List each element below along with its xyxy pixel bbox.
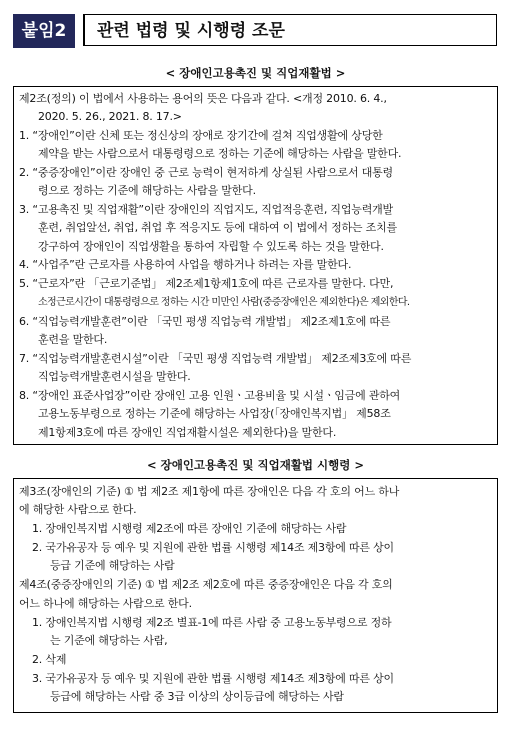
law-line: 훈련을 말한다.: [38, 333, 108, 346]
decree-line: 에 해당한 사람으로 한다.: [19, 503, 137, 516]
decree-line: 등급 기준에 해당하는 사람: [50, 559, 175, 572]
law-line: 1. “장애인”이란 신체 또는 정신상의 장애로 장기간에 걸쳐 직업생활에 상당한: [19, 129, 383, 142]
law-line: 제2조(정의) 이 법에서 사용하는 용어의 뜻은 다음과 같다. <개정 2010. 6. 4.,: [19, 92, 387, 105]
page-title: 관련 법령 및 시행령 조문: [83, 14, 497, 46]
law-line: 4. “사업주”란 근로자를 사용하여 사업을 행하거나 하려는 자를 말한다.: [19, 258, 352, 271]
law-line: 소정근로시간이 대통령령으로 정하는 시간 미만인 사람(중증장애인은 제외한다)은 제외한다.: [38, 297, 410, 308]
decree-line: 제4조(중증장애인의 기준) ① 법 제2조 제2호에 따른 중증장애인은 다음 각 호의: [19, 578, 393, 591]
decree-line: 는 기준에 해당하는 사람,: [50, 634, 168, 647]
header: [13, 14, 497, 48]
decree-line: 어느 하나에 해당하는 사람으로 한다.: [19, 597, 192, 610]
section2-title: < 장애인고용촉진 및 직업재활법 시행령 >: [146, 458, 365, 472]
law-line: 고용노동부령으로 정하는 기준에 해당하는 사업장(「장애인복지법」 제58조: [38, 407, 391, 420]
law-line: 2. “중증장애인”이란 장애인 중 근로 능력이 현저하게 상실된 사람으로서 대통령: [19, 166, 393, 179]
decree-line: 2. 삭제: [32, 653, 67, 666]
attachment-badge: 붙임2: [13, 14, 75, 48]
law-line: 직업능력개발훈련시설을 말한다.: [38, 370, 191, 383]
law-line: 훈련, 취업알선, 취업, 취업 후 적응지도 등에 대하여 이 법에서 정하는 조치를: [38, 221, 397, 234]
law-line: 제1항제3호에 따른 장애인 직업재활시설은 제외한다)을 말한다.: [38, 426, 337, 439]
law-line: 7. “직업능력개발훈련시설”이란 「국민 평생 직업능력 개발법」 제2조제3호에 따른: [19, 352, 412, 365]
decree-line: 3. 국가유공자 등 예우 및 지원에 관한 법률 시행령 제14조 제3항에 따른 상이: [32, 672, 394, 685]
law-line: 제약을 받는 사람으로서 대통령령으로 정하는 기준에 해당하는 사람을 말한다.: [38, 147, 402, 160]
decree-line: 제3조(장애인의 기준) ① 법 제2조 제1항에 따른 장애인은 다음 각 호의 어느 하나: [19, 485, 400, 498]
law-line: 2020. 5. 26., 2021. 8. 17.>: [38, 110, 182, 123]
law-line: 5. “근로자”란 「근로기준법」 제2조제1항제1호에 따른 근로자를 말한다. 다만,: [19, 277, 394, 290]
law-line: 6. “직업능력개발훈련”이란 「국민 평생 직업능력 개발법」 제2조제1호에 따른: [19, 315, 391, 328]
decree-line: 1. 장애인복지법 시행령 제2조에 따른 장애인 기준에 해당하는 사람: [32, 522, 347, 535]
law-line: 3. “고용촉진 및 직업재활”이란 장애인의 직업지도, 직업적응훈련, 직업능력개발: [19, 203, 393, 216]
law-line: 8. “장애인 표준사업장”이란 장애인 고용 인원ㆍ고용비율 및 시설ㆍ임금에 관하여: [19, 389, 401, 402]
decree-line: 2. 국가유공자 등 예우 및 지원에 관한 법률 시행령 제14조 제3항에 따른 상이: [32, 541, 394, 554]
law-line: 령으로 정하는 기준에 해당하는 사람을 말한다.: [38, 184, 256, 197]
decree-line: 등급에 해당하는 사람 중 3급 이상의 상이등급에 해당하는 사람: [50, 690, 344, 703]
decree-line: 1. 장애인복지법 시행령 제2조 별표-1에 따른 사람 중 고용노동부령으로 정하: [32, 616, 392, 629]
law-line: 강구하여 장애인이 직업생활을 통하여 자립할 수 있도록 하는 것을 말한다.: [38, 240, 384, 253]
section1-title: < 장애인고용촉진 및 직업재활법 >: [165, 66, 346, 80]
